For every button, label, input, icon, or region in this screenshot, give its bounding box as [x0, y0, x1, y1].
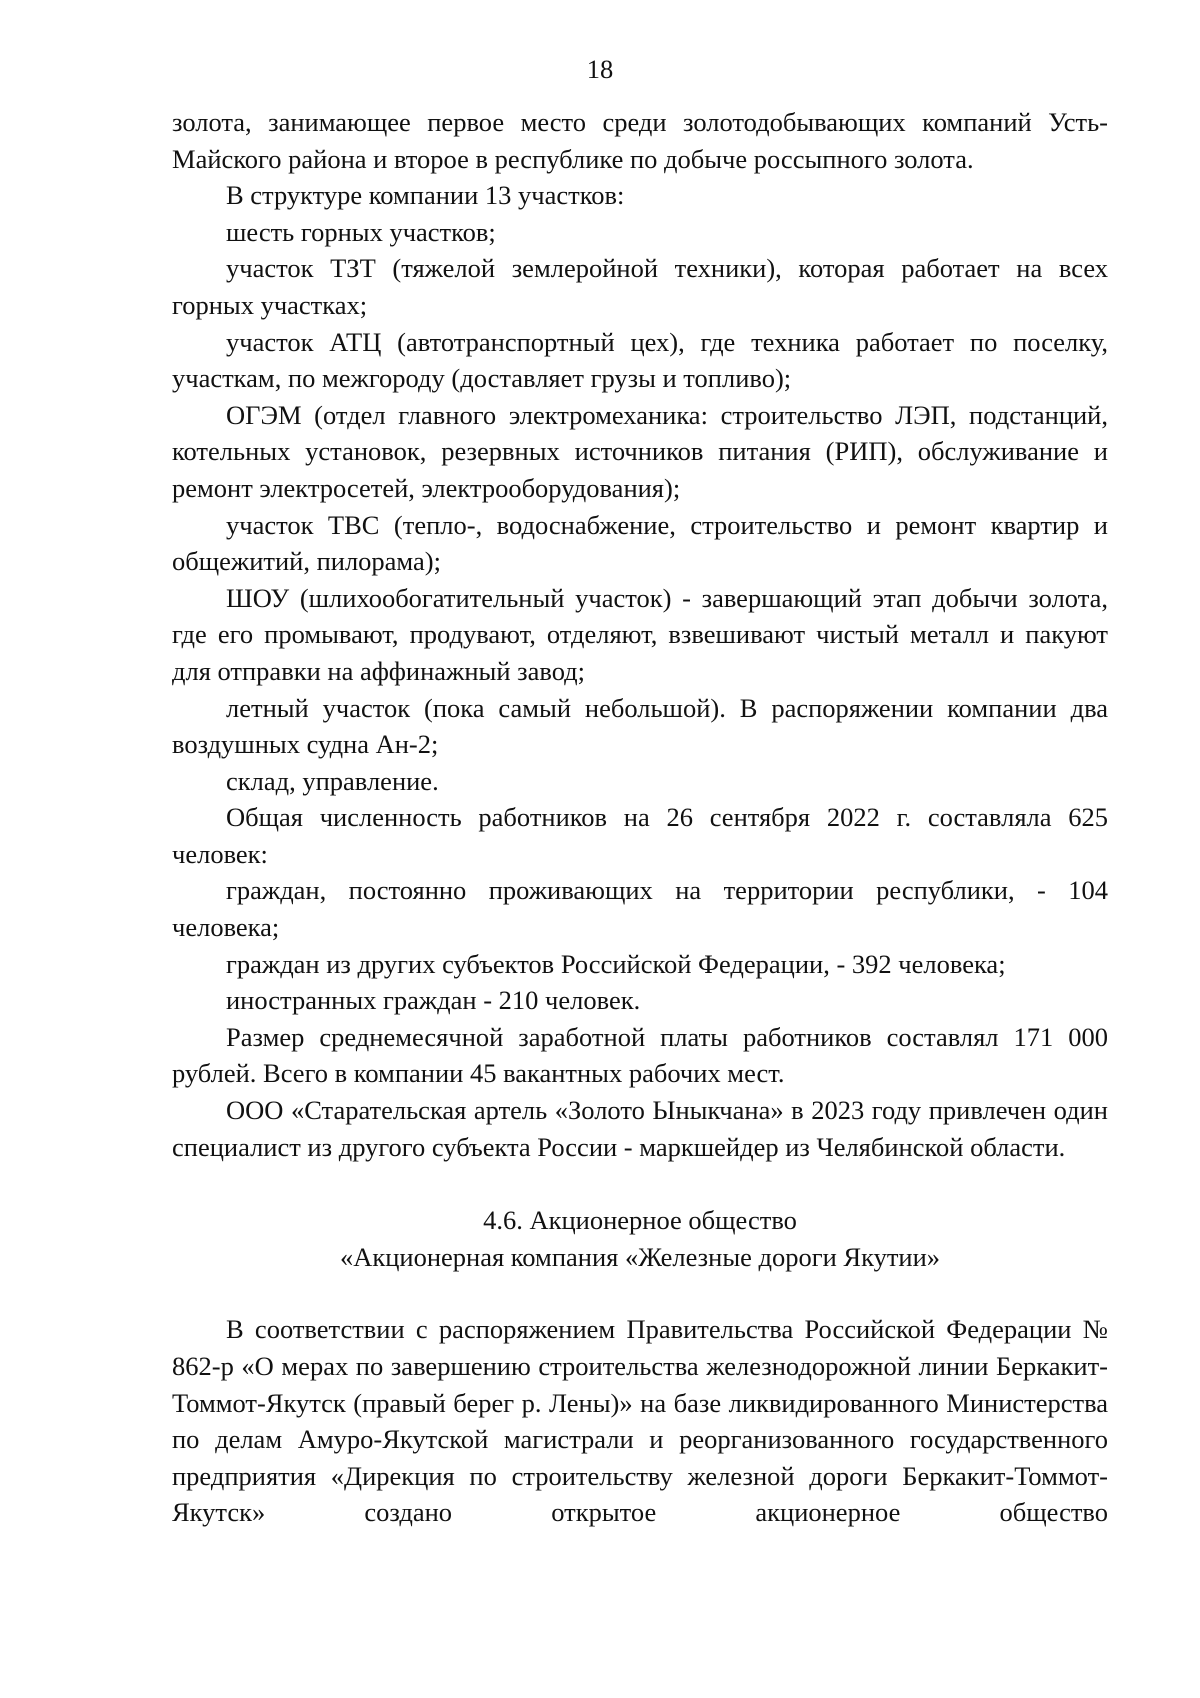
list-item: ОГЭМ (отдел главного электромеханика: строительство ЛЭП, подстанций, котельных установок, резервных источников питания (РИП), обслуживание и ремонт электросетей, электрооборудования); — [172, 399, 1108, 503]
section-heading — [172, 1202, 1108, 1275]
list-item: иностранных граждан - 210 человек. — [226, 985, 641, 1016]
list-item: шесть горных участков; — [226, 216, 496, 247]
page-number: 18 — [586, 54, 614, 84]
list-item: участок АТЦ (автотранспортный цех), где техника работает по поселку, участкам, по межгороду (доставляет грузы и топливо); — [172, 326, 1108, 394]
list-item: граждан из других субъектов Российской Федерации, - 392 человека; — [226, 948, 1006, 979]
paragraph: Размер среднемесячной заработной платы работников составлял 171 000 рублей. Всего в компании 45 вакантных рабочих мест. — [172, 1021, 1108, 1089]
paragraph: В структуре компании 13 участков: — [226, 180, 625, 211]
paragraph: ООО «Старательская артель «Золото Ыныкчана» в 2023 году привлечен один специалист из другого субъекта России - маркшейдер из Челябинской области. — [172, 1095, 1108, 1162]
paragraph-continuation: золота, занимающее первое место среди золотодобывающих компаний Усть-Майского района и второе в республике по добыче россыпного золота. — [172, 107, 1108, 174]
list-item: летный участок (пока самый небольшой). В распоряжении компании два воздушных судна Ан-2; — [172, 692, 1108, 760]
list-item: участок ТВС (тепло-, водоснабжение, строительство и ремонт квартир и общежитий, пилорама); — [172, 509, 1108, 577]
list-item: склад, управление. — [226, 765, 439, 796]
list-item: участок ТЗТ (тяжелой землеройной техники), которая работает на всех горных участках; — [172, 253, 1108, 320]
document-body — [172, 104, 1108, 1531]
section-heading-line-1: 4.6. Акционерное общество — [483, 1205, 797, 1236]
paragraph: В соответствии с распоряжением Правительства Российской Федерации № 862-р «О мерах по завершению строительства железнодорожной линии Беркакит-Томмот-Якутск (правый берег р. Лены)» на базе ликвидированного Министерства по делам Амуро-Якутской магистрали и реорганизованного государственного предприятия «Дирекция по строительству железной дороги Беркакит-Томмот-Якутск» создано открытое акционерное общество — [172, 1314, 1108, 1528]
list-item: ШОУ (шлихообогатительный участок) - завершающий этап добычи золота, где его промывают, продувают, отделяют, взвешивают чистый металл и пакуют для отправки на аффинажный завод; — [172, 582, 1108, 686]
section-heading-line-2: «Акционерная компания «Железные дороги Якутии» — [339, 1241, 941, 1272]
paragraph: Общая численность работников на 26 сентября 2022 г. составляла 625 человек: — [172, 802, 1108, 869]
list-item: граждан, постоянно проживающих на территории республики, - 104 человека; — [172, 875, 1108, 943]
